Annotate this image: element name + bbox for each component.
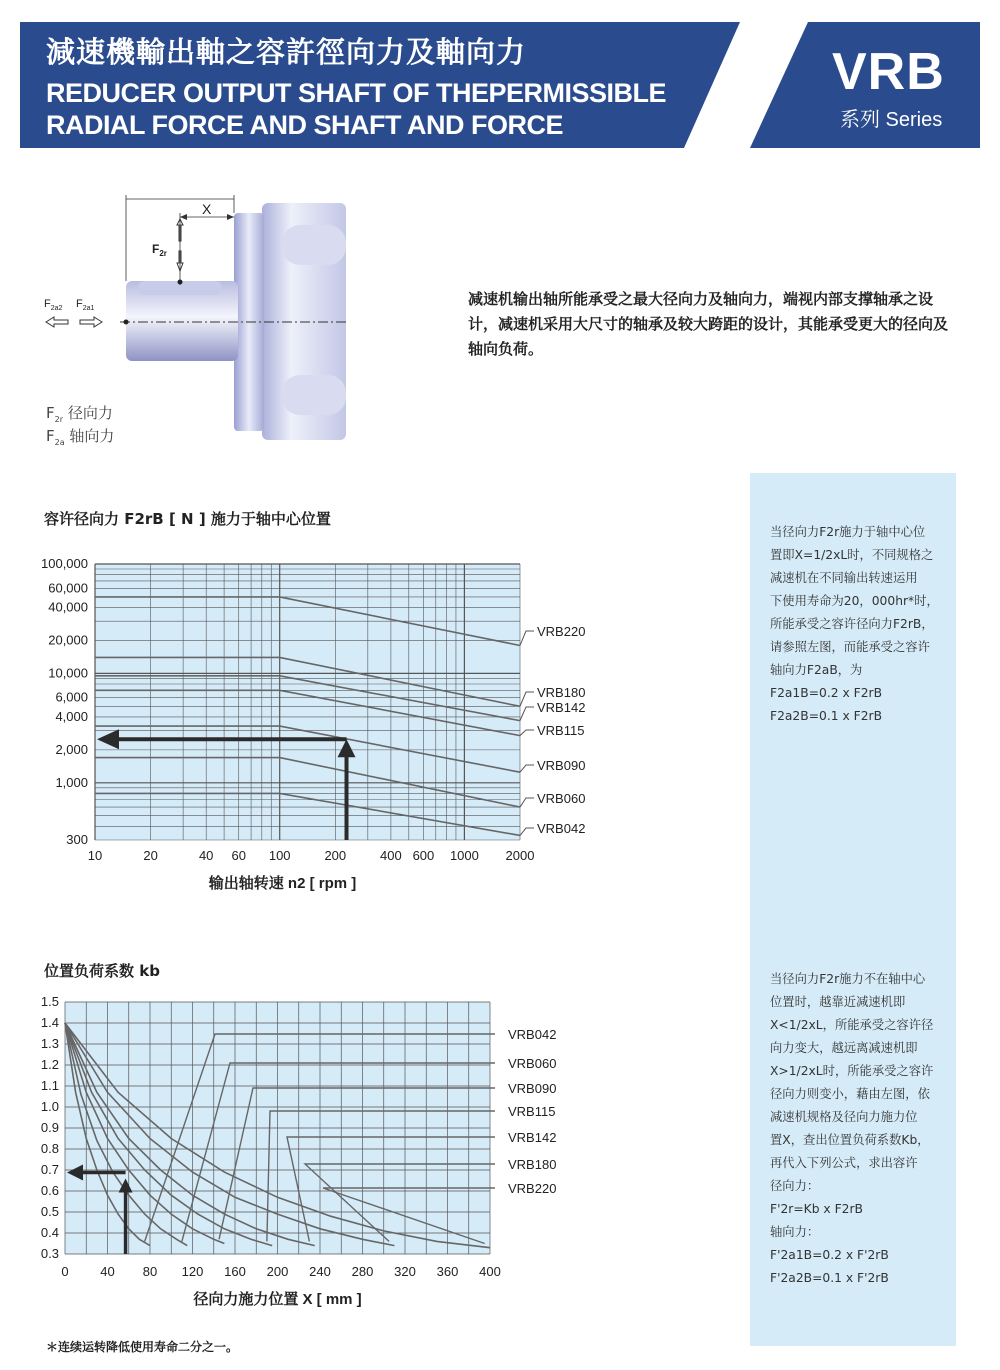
series-label: VRB090: [537, 758, 586, 773]
side-note-2-line: 再代入下列公式，求出容许: [770, 1156, 918, 1170]
series-label: VRB090: [508, 1081, 557, 1096]
x-axis-label: 径向力施力位置 X [ mm ]: [193, 1291, 362, 1308]
x-tick-label: 400: [479, 1264, 501, 1279]
legend-axial: $F_{2a}$ 轴向力: [46, 427, 115, 447]
y-tick-label: 60,000: [48, 580, 88, 596]
side-note-2-line: F'2r=Kb x F2rB: [770, 1202, 863, 1216]
x-tick-label: 2000: [505, 848, 535, 863]
svg-text:F2a2: [44, 298, 63, 312]
side-note-2-line: 当径向力F2r施力不在轴中心: [770, 972, 926, 986]
center-dot: [124, 320, 129, 325]
footnote: ＊连续运转降低使用寿命二分之一。: [46, 1340, 239, 1354]
f2a2-label: F: [44, 298, 51, 310]
y-tick-label: 0.7: [40, 1162, 59, 1177]
side-note-2-line: F'2a1B=0.2 x F'2rB: [770, 1248, 889, 1262]
y-tick-label: 1.1: [40, 1078, 59, 1093]
y-tick-label: 1.2: [40, 1057, 59, 1072]
f2r-sub: 2r: [159, 249, 167, 258]
x-tick-label: 280: [351, 1264, 374, 1279]
side-note-1-line: 置即X=1/2xL时，不同规格之: [770, 548, 934, 562]
y-tick-label: 300: [66, 832, 88, 847]
y-tick-label: 20,000: [48, 632, 88, 648]
side-note-1-line: 请参照左图，而能承受之容许: [770, 640, 930, 654]
x-tick-label: 40: [100, 1264, 115, 1279]
series-label: VRB060: [537, 791, 586, 806]
y-tick-label: 1.3: [40, 1036, 59, 1051]
side-note-1: [770, 521, 940, 728]
side-note-2-line: 径向力：: [770, 1179, 820, 1193]
side-note-1-line: F2a2B=0.1 x F2rB: [770, 709, 883, 723]
series-label: VRB115: [508, 1104, 556, 1119]
page-title-cn: 減速機輸出軸之容許徑向力及軸向力: [46, 35, 527, 69]
y-tick-label: 100,000: [41, 556, 88, 571]
side-note-2-line: 位置时，越靠近减速机即: [770, 995, 906, 1009]
y-tick-label: 1.5: [40, 994, 59, 1009]
series-label: VRB042: [508, 1027, 557, 1042]
x-tick-label: 240: [309, 1264, 331, 1279]
series-label: VRB220: [537, 624, 586, 639]
housing-recess-bottom: [282, 375, 346, 415]
f2a2-sub: 2a2: [50, 305, 63, 312]
series-label-leader: [520, 730, 534, 736]
svg-text:F2a1: [76, 298, 95, 312]
page-title-en-line1: REDUCER OUTPUT SHAFT OF THEPERMISSIBLE: [46, 78, 667, 108]
side-note-2-line: F'2a2B=0.1 x F'2rB: [770, 1271, 889, 1285]
side-note-1-line: 当径向力F2r施力于轴中心位: [770, 525, 926, 539]
force-point: [178, 280, 183, 285]
series-label: 系列 Series: [840, 109, 943, 131]
y-tick-label: 0.6: [40, 1183, 59, 1198]
side-note-2-line: 减速机规格及径向力施力位: [770, 1110, 918, 1124]
series-label-leader: [520, 631, 534, 645]
series-label-leader: [520, 798, 534, 807]
x-tick-label: 80: [142, 1264, 158, 1279]
series-label-leader: [520, 828, 534, 835]
chart1-title: 容许径向力 F2rB [ N ] 施力于轴中心位置: [44, 510, 331, 528]
chart2-title: 位置负荷系数 kb: [44, 962, 160, 980]
series-label: VRB180: [508, 1157, 557, 1172]
x-tick-label: 1000: [449, 848, 479, 863]
series-label: VRB220: [508, 1181, 557, 1196]
y-tick-label: 10,000: [48, 665, 88, 681]
side-note-2-line: X<1/2xL，所能承受之容许径: [770, 1018, 934, 1032]
side-note-2-line: 轴向力：: [770, 1225, 820, 1239]
series-label: VRB180: [537, 685, 586, 700]
y-tick-label: 0.5: [40, 1204, 59, 1219]
x-tick-label: 400: [380, 848, 402, 863]
legend-radial: $F_{2r}$ 径向力: [46, 404, 113, 424]
series-label: VRB142: [537, 700, 586, 715]
svg-text:F2r: [152, 242, 167, 258]
side-note-1-line: 减速机在不同输出转速运用: [770, 571, 918, 585]
series-label: VRB042: [537, 821, 586, 836]
side-note-2-line: X>1/2xL时，所能承受之容许: [770, 1064, 934, 1078]
housing-recess-top: [282, 225, 346, 265]
y-tick-label: 1,000: [55, 774, 88, 790]
description: 减速机输出轴所能承受之最大径向力及轴向力，端视内部支撑轴承之设计，减速机采用大尺寸的轴承及较大跨距的设计，其能承受更大的径向及轴向负荷。: [468, 290, 949, 358]
y-tick-label: 0.9: [40, 1120, 59, 1135]
chart-position-factor: [0, 990, 620, 1320]
y-tick-label: 0.8: [40, 1141, 59, 1156]
y-tick-label: 1.0: [40, 1099, 59, 1114]
series-label: VRB142: [508, 1130, 557, 1145]
series-label: VRB060: [508, 1056, 557, 1071]
side-note-1-line: 下使用寿命为20，000hr*时，: [770, 594, 939, 608]
side-note-1-line: 所能承受之容许径向力F2rB，: [770, 617, 934, 631]
x-tick-label: 20: [143, 848, 158, 863]
x-tick-label: 200: [324, 848, 347, 863]
side-note-2-line: 置X，查出位置负荷系数Kb，: [770, 1133, 930, 1147]
x-tick-label: 200: [266, 1264, 289, 1279]
series-label-leader: [520, 765, 534, 772]
x-tick-label: 60: [231, 848, 246, 863]
x-tick-label: 360: [436, 1264, 459, 1279]
x-tick-label: 40: [198, 848, 214, 863]
side-note-2-line: 向力变大，越远离减速机即: [770, 1041, 918, 1055]
y-tick-label: 1.4: [40, 1015, 59, 1030]
x-tick-label: 0: [61, 1264, 69, 1279]
x-tick-label: 320: [394, 1264, 416, 1279]
page-title-en-line2: RADIAL FORCE AND SHAFT AND FORCE: [46, 110, 563, 140]
y-tick-label: 40,000: [48, 599, 88, 615]
dim-x-label: X: [202, 201, 212, 217]
y-tick-label: 4,000: [55, 708, 88, 724]
series-label: VRB115: [537, 723, 585, 738]
y-tick-label: 2,000: [55, 741, 88, 757]
y-tick-label: 0.3: [40, 1246, 59, 1261]
side-note-2-line: 径向力则变小，藉由左图，依: [770, 1087, 930, 1101]
series-label-leader: [520, 692, 534, 706]
series-label-leader: [520, 707, 534, 721]
x-tick-label: 100: [268, 848, 291, 863]
x-tick-label: 120: [181, 1264, 204, 1279]
y-tick-label: 0.4: [40, 1225, 59, 1240]
x-tick-label: 160: [224, 1264, 246, 1279]
x-tick-label: 600: [412, 848, 435, 863]
x-axis-label: 输出轴转速 n2 [ rpm ]: [208, 875, 357, 892]
f2a1-sub: 2a1: [82, 305, 95, 312]
series-code: VRB: [832, 43, 945, 101]
y-tick-label: 6,000: [55, 689, 88, 705]
chart-radial-force: [0, 540, 620, 900]
side-note-1-line: F2a1B=0.2 x F2rB: [770, 686, 883, 700]
x-tick-label: 10: [87, 848, 103, 863]
side-note-2: [770, 968, 940, 1290]
f2r-label: F: [152, 242, 160, 256]
side-note-1-line: 轴向力F2aB，为: [770, 663, 863, 677]
f2a1-label: F: [76, 298, 83, 310]
